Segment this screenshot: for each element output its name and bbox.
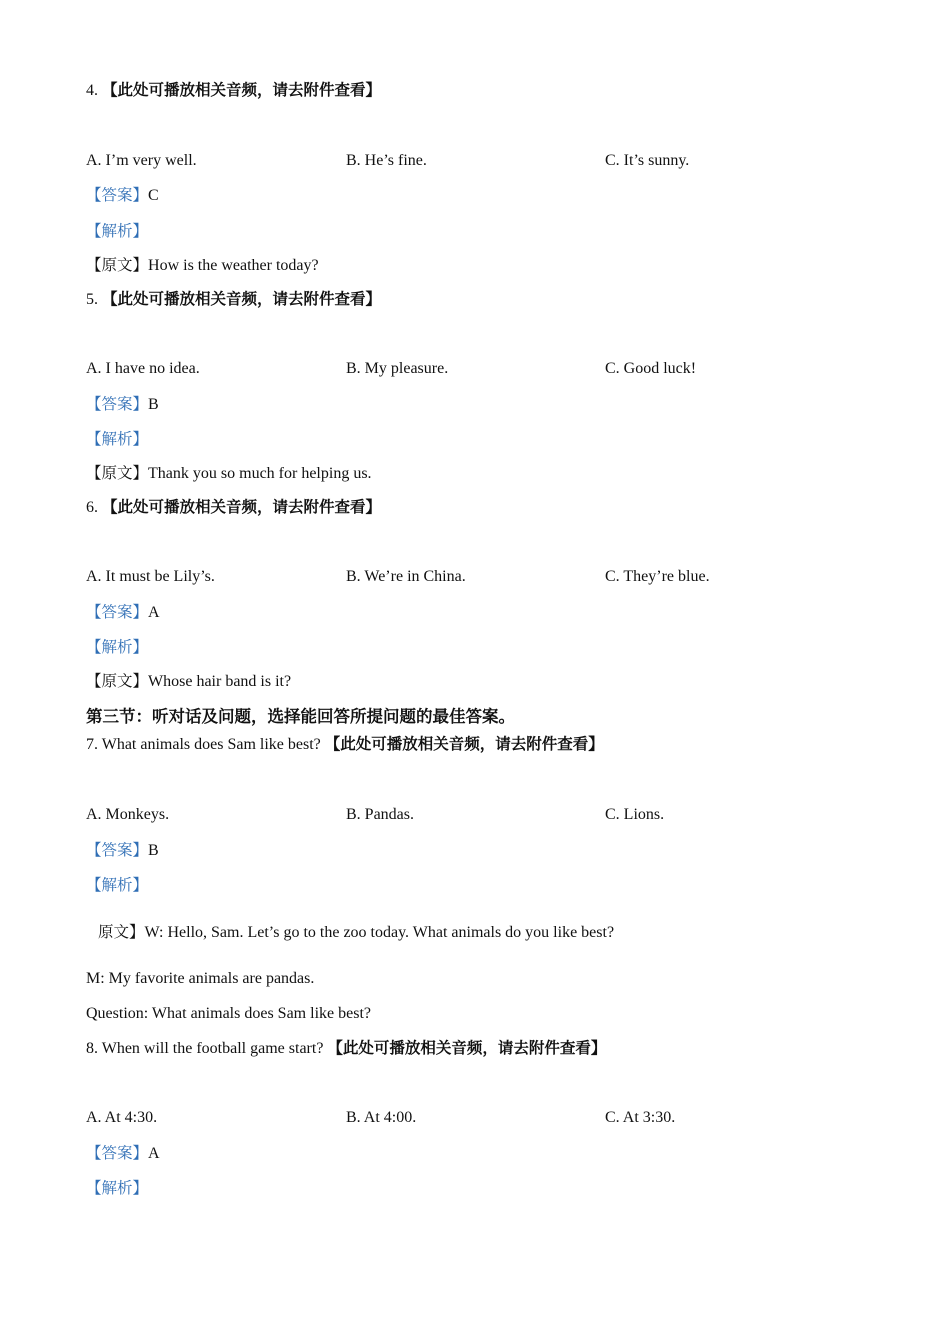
option-b: B. Pandas. [346, 806, 414, 823]
question-6-header [86, 497, 381, 518]
question-number: 4. [86, 82, 98, 99]
transcript-line [86, 671, 291, 692]
option-c: C. Good luck! [605, 360, 697, 377]
transcript-label: 【原文】 [86, 464, 149, 482]
analysis-line [86, 429, 148, 450]
answer-value: B [148, 396, 159, 413]
answer-label: 【答案】 [86, 395, 149, 413]
question-number: 6. [86, 499, 98, 516]
audio-note: 【此处可播放相关音频，请去附件查看】 [102, 498, 382, 516]
answer-label: 【答案】 [86, 186, 149, 204]
analysis-label: 【解析】 [86, 222, 149, 240]
transcript-text: W: Hello, Sam. Let’s go to the zoo today. What animals do you like best? [144, 924, 615, 941]
option-c: C. It’s sunny. [605, 152, 690, 169]
answer-value: C [148, 187, 159, 204]
answer-value: A [148, 1145, 160, 1162]
option-b: B. My pleasure. [346, 360, 449, 377]
answer-label: 【答案】 [86, 603, 149, 621]
analysis-label: 【解析】 [86, 430, 149, 448]
analysis-line [86, 221, 148, 242]
question-text: 7. What animals does Sam like best? [86, 736, 321, 753]
answer-line [86, 1143, 160, 1164]
question-text: 8. When will the football game start? [86, 1040, 324, 1057]
option-c: C. They’re blue. [605, 568, 710, 585]
audio-note: 【此处可播放相关音频，请去附件查看】 [327, 1039, 607, 1057]
transcript-line [86, 463, 372, 484]
transcript-label: 【原文】 [86, 672, 149, 690]
answer-line [86, 394, 159, 415]
option-a: A. I’m very well. [86, 152, 197, 169]
answer-value: A [148, 604, 160, 621]
audio-note: 【此处可播放相关音频，请去附件查看】 [102, 290, 382, 308]
question-7-header [86, 734, 604, 755]
transcript-label: 原文】 [98, 923, 145, 941]
transcript-line [98, 922, 614, 943]
answer-line [86, 602, 160, 623]
question-8-header [86, 1038, 606, 1059]
option-c: C. Lions. [605, 806, 665, 823]
question-5-header [86, 289, 381, 310]
transcript-question: Question: What animals does Sam like best? [86, 1005, 371, 1022]
analysis-line [86, 875, 148, 896]
transcript-text: How is the weather today? [148, 257, 319, 274]
analysis-line [86, 1178, 148, 1199]
audio-note: 【此处可播放相关音频，请去附件查看】 [102, 81, 382, 99]
option-b: B. He’s fine. [346, 152, 427, 169]
analysis-label: 【解析】 [86, 876, 149, 894]
option-c: C. At 3:30. [605, 1109, 676, 1126]
transcript-label: 【原文】 [86, 256, 149, 274]
analysis-label: 【解析】 [86, 638, 149, 656]
transcript-text: Whose hair band is it? [148, 673, 292, 690]
transcript-line [86, 255, 319, 276]
option-b: B. We’re in China. [346, 568, 466, 585]
section-title: 第三节：听对话及问题，选择能回答所提问题的最佳答案。 [86, 707, 515, 726]
answer-line [86, 840, 159, 861]
option-a: A. I have no idea. [86, 360, 200, 377]
question-4-header [86, 80, 381, 101]
audio-note: 【此处可播放相关音频，请去附件查看】 [324, 735, 604, 753]
answer-value: B [148, 842, 159, 859]
transcript-text: Thank you so much for helping us. [148, 465, 372, 482]
option-a: A. Monkeys. [86, 806, 170, 823]
option-b: B. At 4:00. [346, 1109, 417, 1126]
answer-line [86, 185, 159, 206]
question-number: 5. [86, 291, 98, 308]
transcript-continuation: M: My favorite animals are pandas. [86, 970, 315, 987]
answer-label: 【答案】 [86, 1144, 149, 1162]
analysis-line [86, 637, 148, 658]
option-a: A. At 4:30. [86, 1109, 158, 1126]
option-a: A. It must be Lily’s. [86, 568, 215, 585]
analysis-label: 【解析】 [86, 1179, 149, 1197]
answer-label: 【答案】 [86, 841, 149, 859]
